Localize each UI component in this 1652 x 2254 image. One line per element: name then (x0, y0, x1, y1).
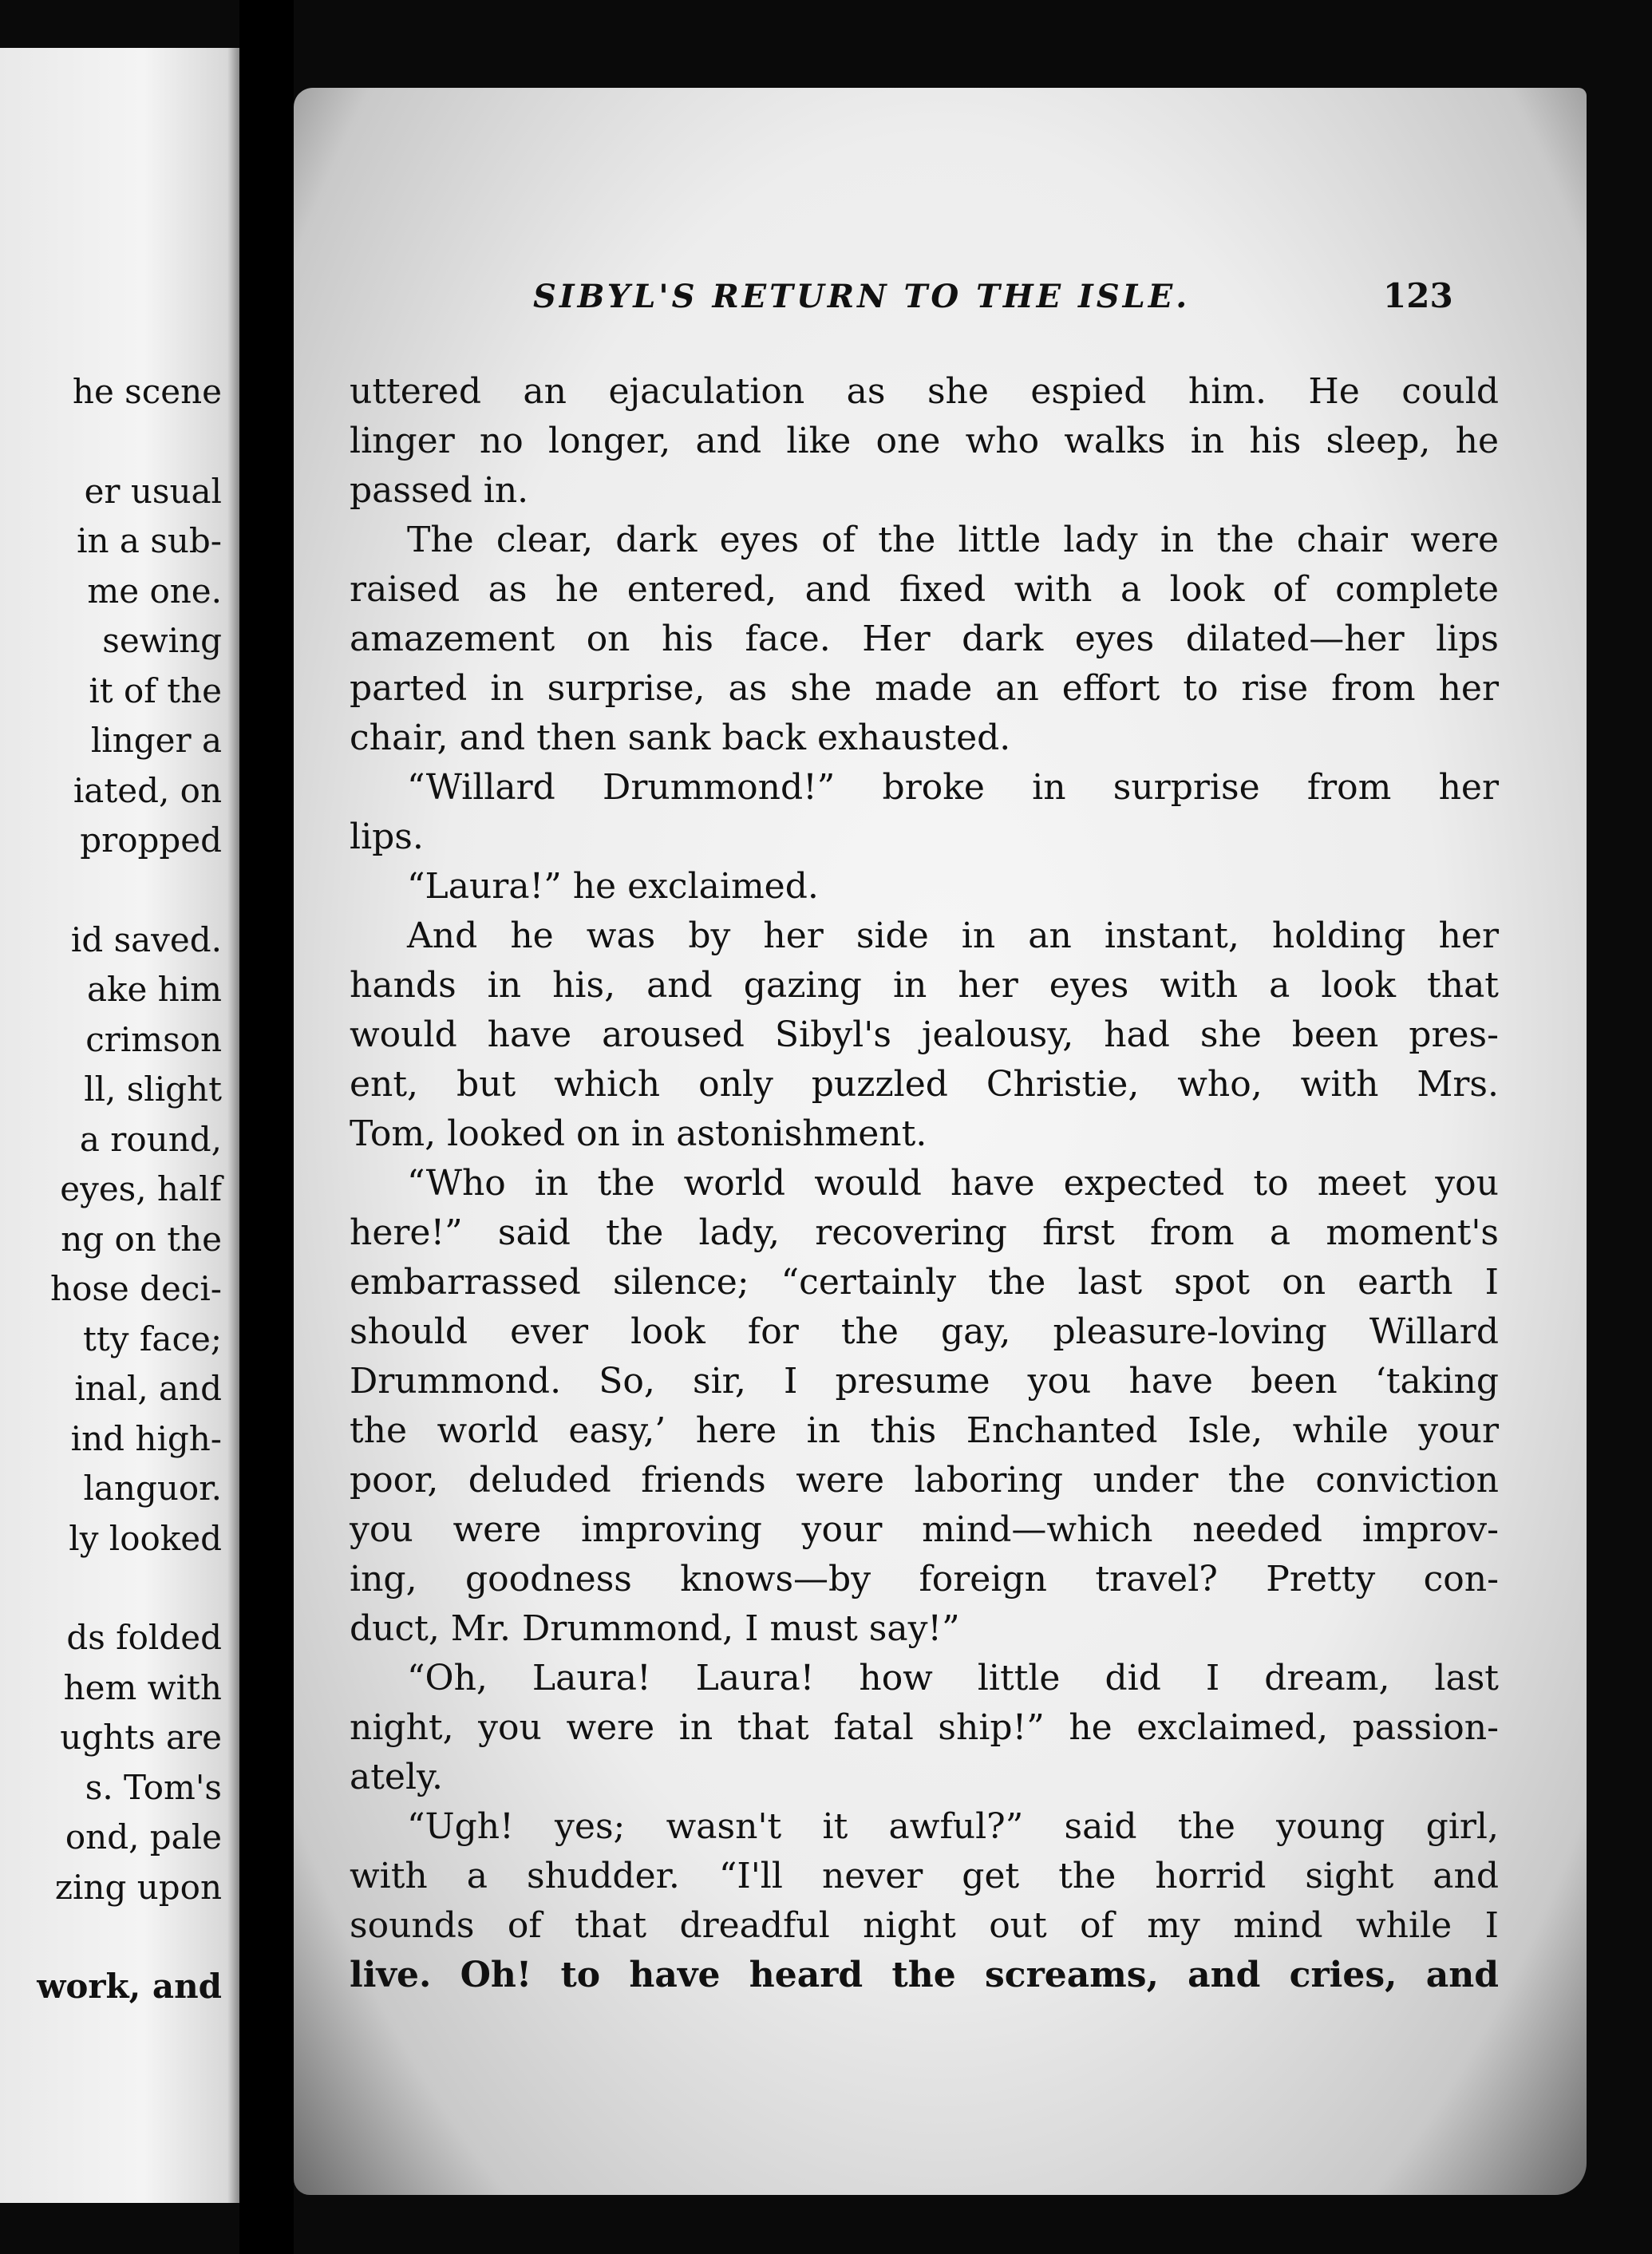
left-page-line: ake him (86, 970, 222, 1009)
body-line: parted in surprise, as she made an effort to rise from her (350, 668, 1499, 709)
body-line: chair, and then sank back exhausted. (350, 718, 1011, 758)
left-page-line: ind high- (70, 1418, 222, 1458)
left-page-blank-line (0, 1912, 222, 1962)
body-line: “Who in the world would have expected to meet you (407, 1163, 1499, 1204)
left-page-line: ds folded (66, 1618, 222, 1657)
left-page-line: er usual (84, 471, 222, 511)
body-line: “Willard Drummond!” broke in surprise from her (407, 767, 1499, 808)
body-line: “Oh, Laura! Laura! how little did I dream, last (407, 1658, 1499, 1698)
left-page-line: hose deci- (50, 1269, 222, 1308)
body-line: sounds of that dreadful night out of my mind while I (350, 1905, 1499, 1946)
left-page-line: sewing (102, 621, 222, 660)
body-line: linger no longer, and like one who walks in his sleep, he (350, 421, 1499, 461)
body-line: duct, Mr. Drummond, I must say!” (350, 1608, 960, 1649)
left-page-text (0, 367, 222, 2012)
right-page (294, 88, 1587, 2195)
body-line: “Ugh! yes; wasn't it awful?” said the young girl, (407, 1806, 1499, 1847)
body-line: with a shudder. “I'll never get the horrid sight and (350, 1856, 1499, 1896)
body-line: embarrassed silence; “certainly the last spot on earth I (350, 1262, 1499, 1303)
left-page-line: crimson (85, 1019, 222, 1059)
page-body-text (350, 367, 1499, 2000)
left-page-line: in a sub- (77, 521, 222, 560)
left-page-blank-line (0, 866, 222, 915)
left-page-line: he scene (72, 372, 222, 411)
body-line: The clear, dark eyes of the little lady in the chair were (407, 520, 1499, 560)
body-line: night, you were in that fatal ship!” he exclaimed, passion- (350, 1707, 1499, 1748)
left-page-line: hem with (63, 1667, 222, 1707)
left-page-line: linger a (90, 721, 222, 760)
left-page-line: s. Tom's (85, 1767, 222, 1807)
body-line: Tom, looked on in astonishment. (350, 1113, 927, 1154)
body-line: And he was by her side in an instant, holding her (407, 915, 1499, 956)
left-page-line: ll, slight (84, 1070, 222, 1109)
body-line: passed in. (350, 470, 529, 511)
body-line: should ever look for the gay, pleasure-loving Willard (350, 1311, 1499, 1352)
left-page-line: it of the (89, 670, 222, 710)
left-page-line: propped (80, 821, 222, 860)
left-page-line: ughts are (60, 1718, 222, 1757)
left-page-line: ond, pale (65, 1817, 222, 1857)
left-page-line: inal, and (74, 1369, 222, 1408)
body-line: ent, but which only puzzled Christie, who, with Mrs. (350, 1064, 1499, 1105)
left-page-line: eyes, half (60, 1169, 222, 1208)
left-page-blank-line (0, 1564, 222, 1613)
left-page-line: a round, (79, 1119, 222, 1159)
left-page-fragment (0, 48, 239, 2203)
left-page-line: work, and (37, 1967, 222, 2006)
body-line: here!” said the lady, recovering first from a moment's (350, 1212, 1499, 1253)
body-line: Drummond. So, sir, I presume you have been ‘taking (350, 1361, 1499, 1402)
body-line: you were improving your mind—which needed improv- (350, 1509, 1499, 1550)
body-line: ately. (350, 1757, 444, 1797)
book-gutter (239, 0, 294, 2254)
left-page-line: id saved. (70, 919, 222, 959)
body-line: “Laura!” he exclaimed. (407, 866, 819, 907)
body-line: amazement on his face. Her dark eyes dilated—her lips (350, 619, 1499, 659)
body-line: poor, deluded friends were laboring under the conviction (350, 1460, 1499, 1501)
left-page-line: ly looked (69, 1518, 222, 1558)
left-page-line: zing upon (54, 1867, 222, 1907)
body-line: the world easy,’ here in this Enchanted Isle, while your (350, 1410, 1499, 1451)
left-page-line: iated, on (73, 770, 222, 810)
left-page-line: me one. (87, 571, 222, 611)
left-page-line: languor. (83, 1469, 222, 1508)
left-page-blank-line (0, 417, 222, 467)
body-line: ing, goodness knows—by foreign travel? Pretty con- (350, 1559, 1499, 1600)
body-line: would have aroused Sibyl's jealousy, had she been pres- (350, 1014, 1499, 1055)
page-number: 123 (1383, 276, 1453, 315)
left-page-line: ng on the (61, 1219, 222, 1259)
body-line: uttered an ejaculation as she espied him. He could (350, 371, 1499, 412)
body-line: hands in his, and gazing in her eyes with a look that (350, 965, 1499, 1006)
left-page-line: tty face; (83, 1319, 222, 1358)
body-line: live. Oh! to have heard the screams, and cries, and (350, 1955, 1499, 1995)
body-line: raised as he entered, and fixed with a look of complete (350, 569, 1499, 610)
body-line: lips. (350, 817, 424, 857)
running-title: SIBYL'S RETURN TO THE ISLE. (533, 278, 1191, 315)
